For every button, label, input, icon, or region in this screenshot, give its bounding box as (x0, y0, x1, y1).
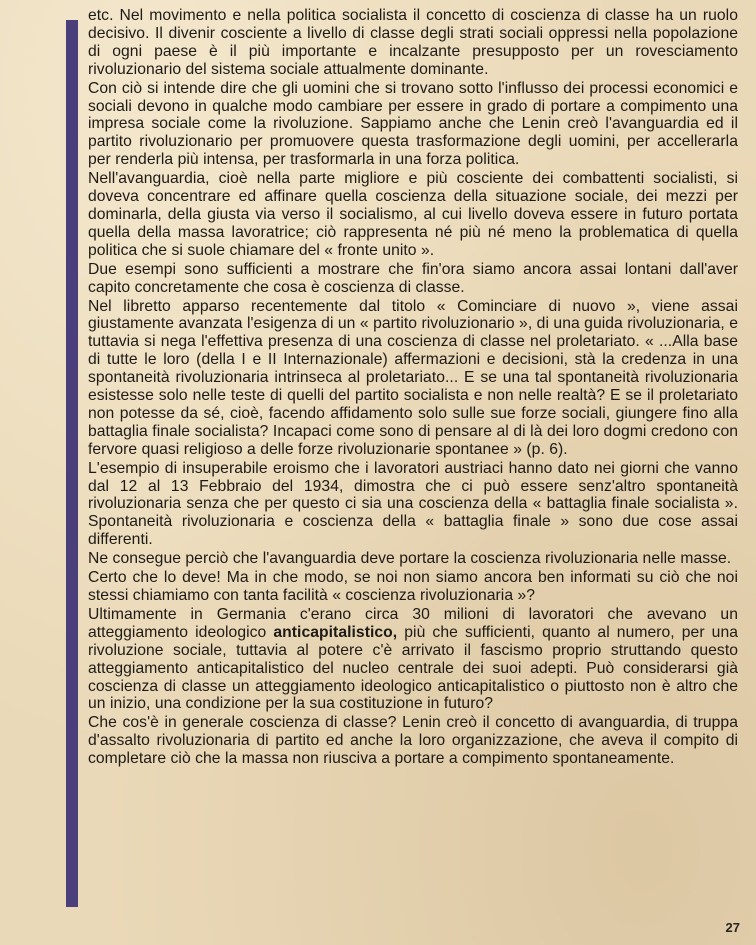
paragraph-2: Con ciò si intende dire che gli uomini che si trovano sotto l'influsso dei processi economici e sociali devono in qualche modo cambiare per essere in grado di portare a compimento una impresa sociale come la rivoluzione. Sappiamo anche che Lenin creò l'avanguardia ed il partito rivoluzionario per promuovere questa trasformazione degli uomini, per accellerarla per renderla più intensa, per trasformarla in una forza politica. (88, 79, 738, 169)
paragraph-3: Nell'avanguardia, cioè nella parte migliore e più cosciente dei combattenti socialisti, si doveva concentrare ed affinare quella coscienza della situazione sociale, dei mezzi per dominarla, della giusta via verso il socialismo, al cui livello doveva essere in futuro portata quella della massa lavoratrice; ciò rappresenta né più né meno la problematica di quella politica che si suole chiamare del « fronte unito ». (88, 170, 738, 259)
paragraph-10: Che cos'è in generale coscienza di classe? Lenin creò il concetto di avanguardia, di truppa d'assalto rivoluzionaria di partito ed anche la loro organizzazione, che aveva il compito di completare ciò che la massa non riusciva a portare a compimento spontaneamente. (88, 714, 738, 768)
paragraph-9 (88, 606, 738, 713)
paragraph-6: L'esempio di insuperabile eroismo che i lavoratori austriaci hanno dato nei giorni che vanno dal 12 al 13 Febbraio del 1934, dimostra che ci può essere senz'altro spontaneità rivoluzionaria senza che per questo ci sia una coscienza della « battaglia finale socialista ». Spontaneità rivoluzionaria e coscienza della « battaglia finale » sono due cose assai differenti. (88, 459, 738, 549)
page-number: 27 (725, 920, 740, 935)
paragraph-4: Due esempi sono sufficienti a mostrare che fin'ora siamo ancora assai lontani dall'aver capito concretamente che cosa è coscienza di classe. (88, 260, 738, 296)
paragraph-7: Ne consegue perciò che l'avanguardia deve portare la coscienza rivoluzionaria nelle masse. (88, 550, 732, 568)
paragraph-9-text-after: più che sufficienti, quanto al numero, per una rivoluzione sociale, tuttavia al potere c'è arrivato il fascismo proprio struttando questo atteggiamento anticapitalistico del nucleo centrale dei suoi adepti. Può considerarsi già coscienza di classe un atteggiamento ideologico anticapitalistico o piuttosto non è altro che un inizio, una condizione per la sua costituzione in futuro? (88, 623, 738, 713)
paragraph-9-text-before: Ultimamente in Germania c'erano circa 30 milioni di lavoratori che avevano un atteggiamento ideologico (88, 605, 738, 641)
paragraph-8: Certo che lo deve! Ma in che modo, se noi non siamo ancora ben informati su ciò che noi stessi chiamiamo con tanta facilità « coscienza rivoluzionaria »? (88, 569, 738, 604)
body-text (88, 7, 738, 769)
paragraph-9-bold-term: anticapitalistico, (273, 623, 398, 641)
paragraph-5: Nel libretto apparso recentemente dal titolo « Cominciare di nuovo », viene assai giustamente avanzata l'esigenza di un « partito rivoluzionario », di una guida rivoluzionaria, e tuttavia si nega l'effettiva presenza di una coscienza di classe nel proletariato. « ...Alla base di tutte le loro (della I e II Internazionale) affermazioni e decisioni, stà la credenza in una spontaneità rivoluzionaria intrinseca al proletariato... E se una tal spontaneità rivoluzionaria esistesse solo nelle teste di quelli del partito socialista e non nelle realtà? E se il proletariato non potesse da sé, cioè, facendo affidamento solo sulle sue forze sociali, giungere fino alla battaglia finale socialista? Incapaci come sono di pensare al di là dei loro dogmi credono con fervore quasi religioso a delle forze rivoluzionarie spontanee » (p. 6). (88, 297, 738, 458)
margin-bar (66, 20, 78, 907)
paragraph-1: etc. Nel movimento e nella politica socialista il concetto di coscienza di classe ha un ruolo decisivo. Il divenir cosciente a livello di classe degli strati sociali oppressi nella popolazione di ogni paese è il più importante e incalzante presupposto per un rovesciamento rivoluzionario del sistema sociale attualmente dominante. (88, 7, 738, 78)
